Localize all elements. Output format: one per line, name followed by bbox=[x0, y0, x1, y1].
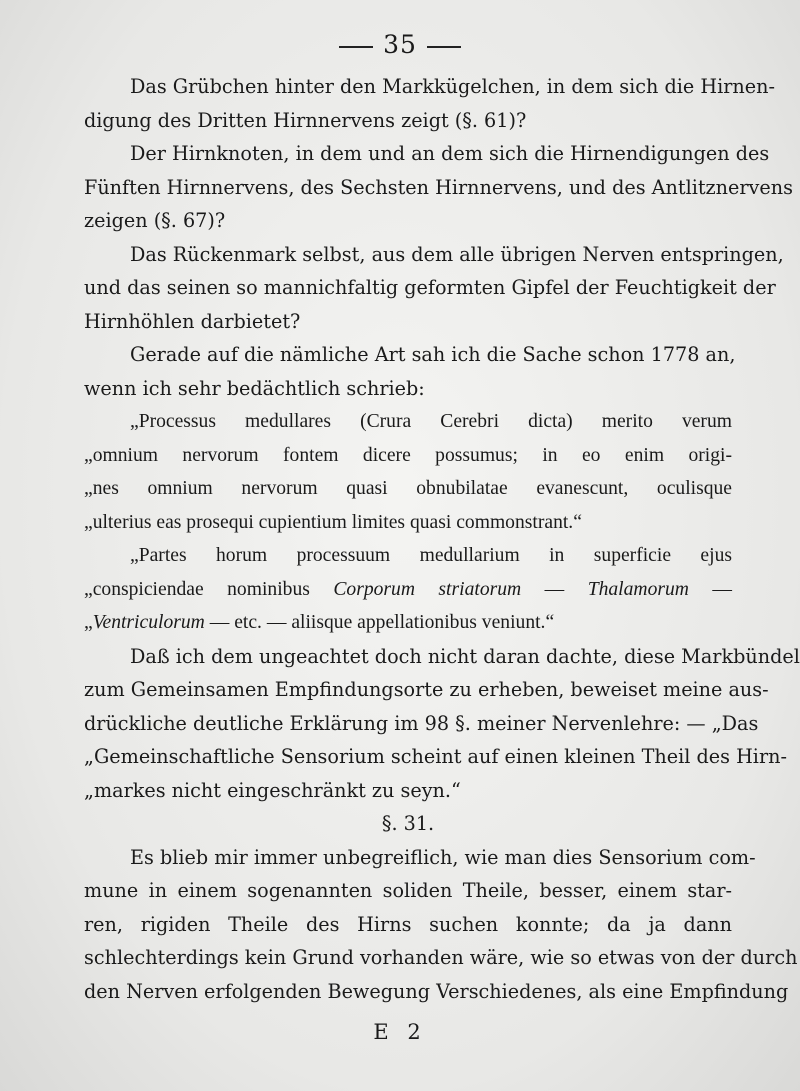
text-line: „ulterius eas prosequi cupientium limites quasi commonstrant.“ bbox=[84, 511, 582, 533]
text-line: den Nerven erfolgenden Bewegung Verschiedenes, als eine Empfindung bbox=[84, 979, 789, 1003]
text-line: „conspiciendae nominibus Corporum striatorum — Thalamorum — bbox=[84, 578, 732, 600]
text-line: „omnium nervorum fontem dicere possumus; in eo enim origi- bbox=[84, 444, 732, 466]
text-line: drückliche deutliche Erklärung im 98 §. meiner Nervenlehre: — „Das bbox=[84, 711, 759, 735]
page-header bbox=[0, 30, 800, 59]
text-line: Hirnhöhlen darbietet? bbox=[84, 309, 301, 333]
text-line: ren, rigiden Theile des Hirns suchen konnte; da ja dann bbox=[84, 912, 732, 936]
text-line: schlechterdings kein Grund vorhanden wäre, wie so etwas von der durch bbox=[84, 946, 798, 969]
page-body bbox=[84, 70, 800, 1008]
text-line: Der Hirnknoten, in dem und an dem sich die Hirnendigungen des bbox=[130, 142, 770, 165]
text-line: „nes omnium nervorum quasi obnubilatae evanescunt, oculisque bbox=[84, 478, 732, 499]
text-line: und das seinen so mannichfaltig geformten Gipfel der Feuchtigkeit der bbox=[84, 276, 776, 299]
text-line: Es blieb mir immer unbegreiflich, wie man dies Sensorium com- bbox=[130, 845, 756, 869]
text-line: „Partes horum processuum medullarium in superficie ejus bbox=[130, 545, 732, 566]
header-dash-right bbox=[427, 46, 461, 48]
text-line: zeigen (§. 67)? bbox=[84, 209, 226, 232]
text-line: „markes nicht eingeschränkt zu seyn.“ bbox=[84, 778, 461, 802]
text-line: Daß ich dem ungeachtet doch nicht daran dachte, diese Markbündel bbox=[130, 644, 800, 668]
text-line: zum Gemeinsamen Empfindungsorte zu erheben, beweiset meine aus- bbox=[84, 678, 769, 701]
text-line: Das Rückenmark selbst, aus dem alle übrigen Nerven entspringen, bbox=[130, 242, 784, 266]
text-line: Gerade auf die nämliche Art sah ich die Sache schon 1778 an, bbox=[130, 343, 736, 366]
text-line: mune in einem sogenannten soliden Theile, besser, einem star- bbox=[84, 879, 732, 902]
header-dash-left bbox=[339, 46, 373, 48]
text-line: wenn ich sehr bedächtlich schrieb: bbox=[84, 376, 425, 400]
text-line: digung des Dritten Hirnnervens zeigt (§. 61)? bbox=[84, 108, 527, 132]
text-line: „Gemeinschaftliche Sensorium scheint auf einen kleinen Theil des Hirn- bbox=[84, 745, 787, 768]
signature-mark: E 2 bbox=[373, 1020, 427, 1044]
text-line: Fünften Hirnnervens, des Sechsten Hirnnervens, und des Antlitznervens bbox=[84, 175, 793, 199]
text-line: „Processus medullares (Crura Cerebri dicta) merito verum bbox=[130, 411, 732, 432]
text-line: Das Grübchen hinter den Markkügelchen, in dem sich die Hirnen- bbox=[130, 75, 775, 98]
section-heading: §. 31. bbox=[381, 812, 435, 835]
text-line: „Ventriculorum — etc. — aliisque appellationibus veniunt.“ bbox=[84, 612, 555, 633]
page-number: 35 bbox=[383, 30, 417, 59]
